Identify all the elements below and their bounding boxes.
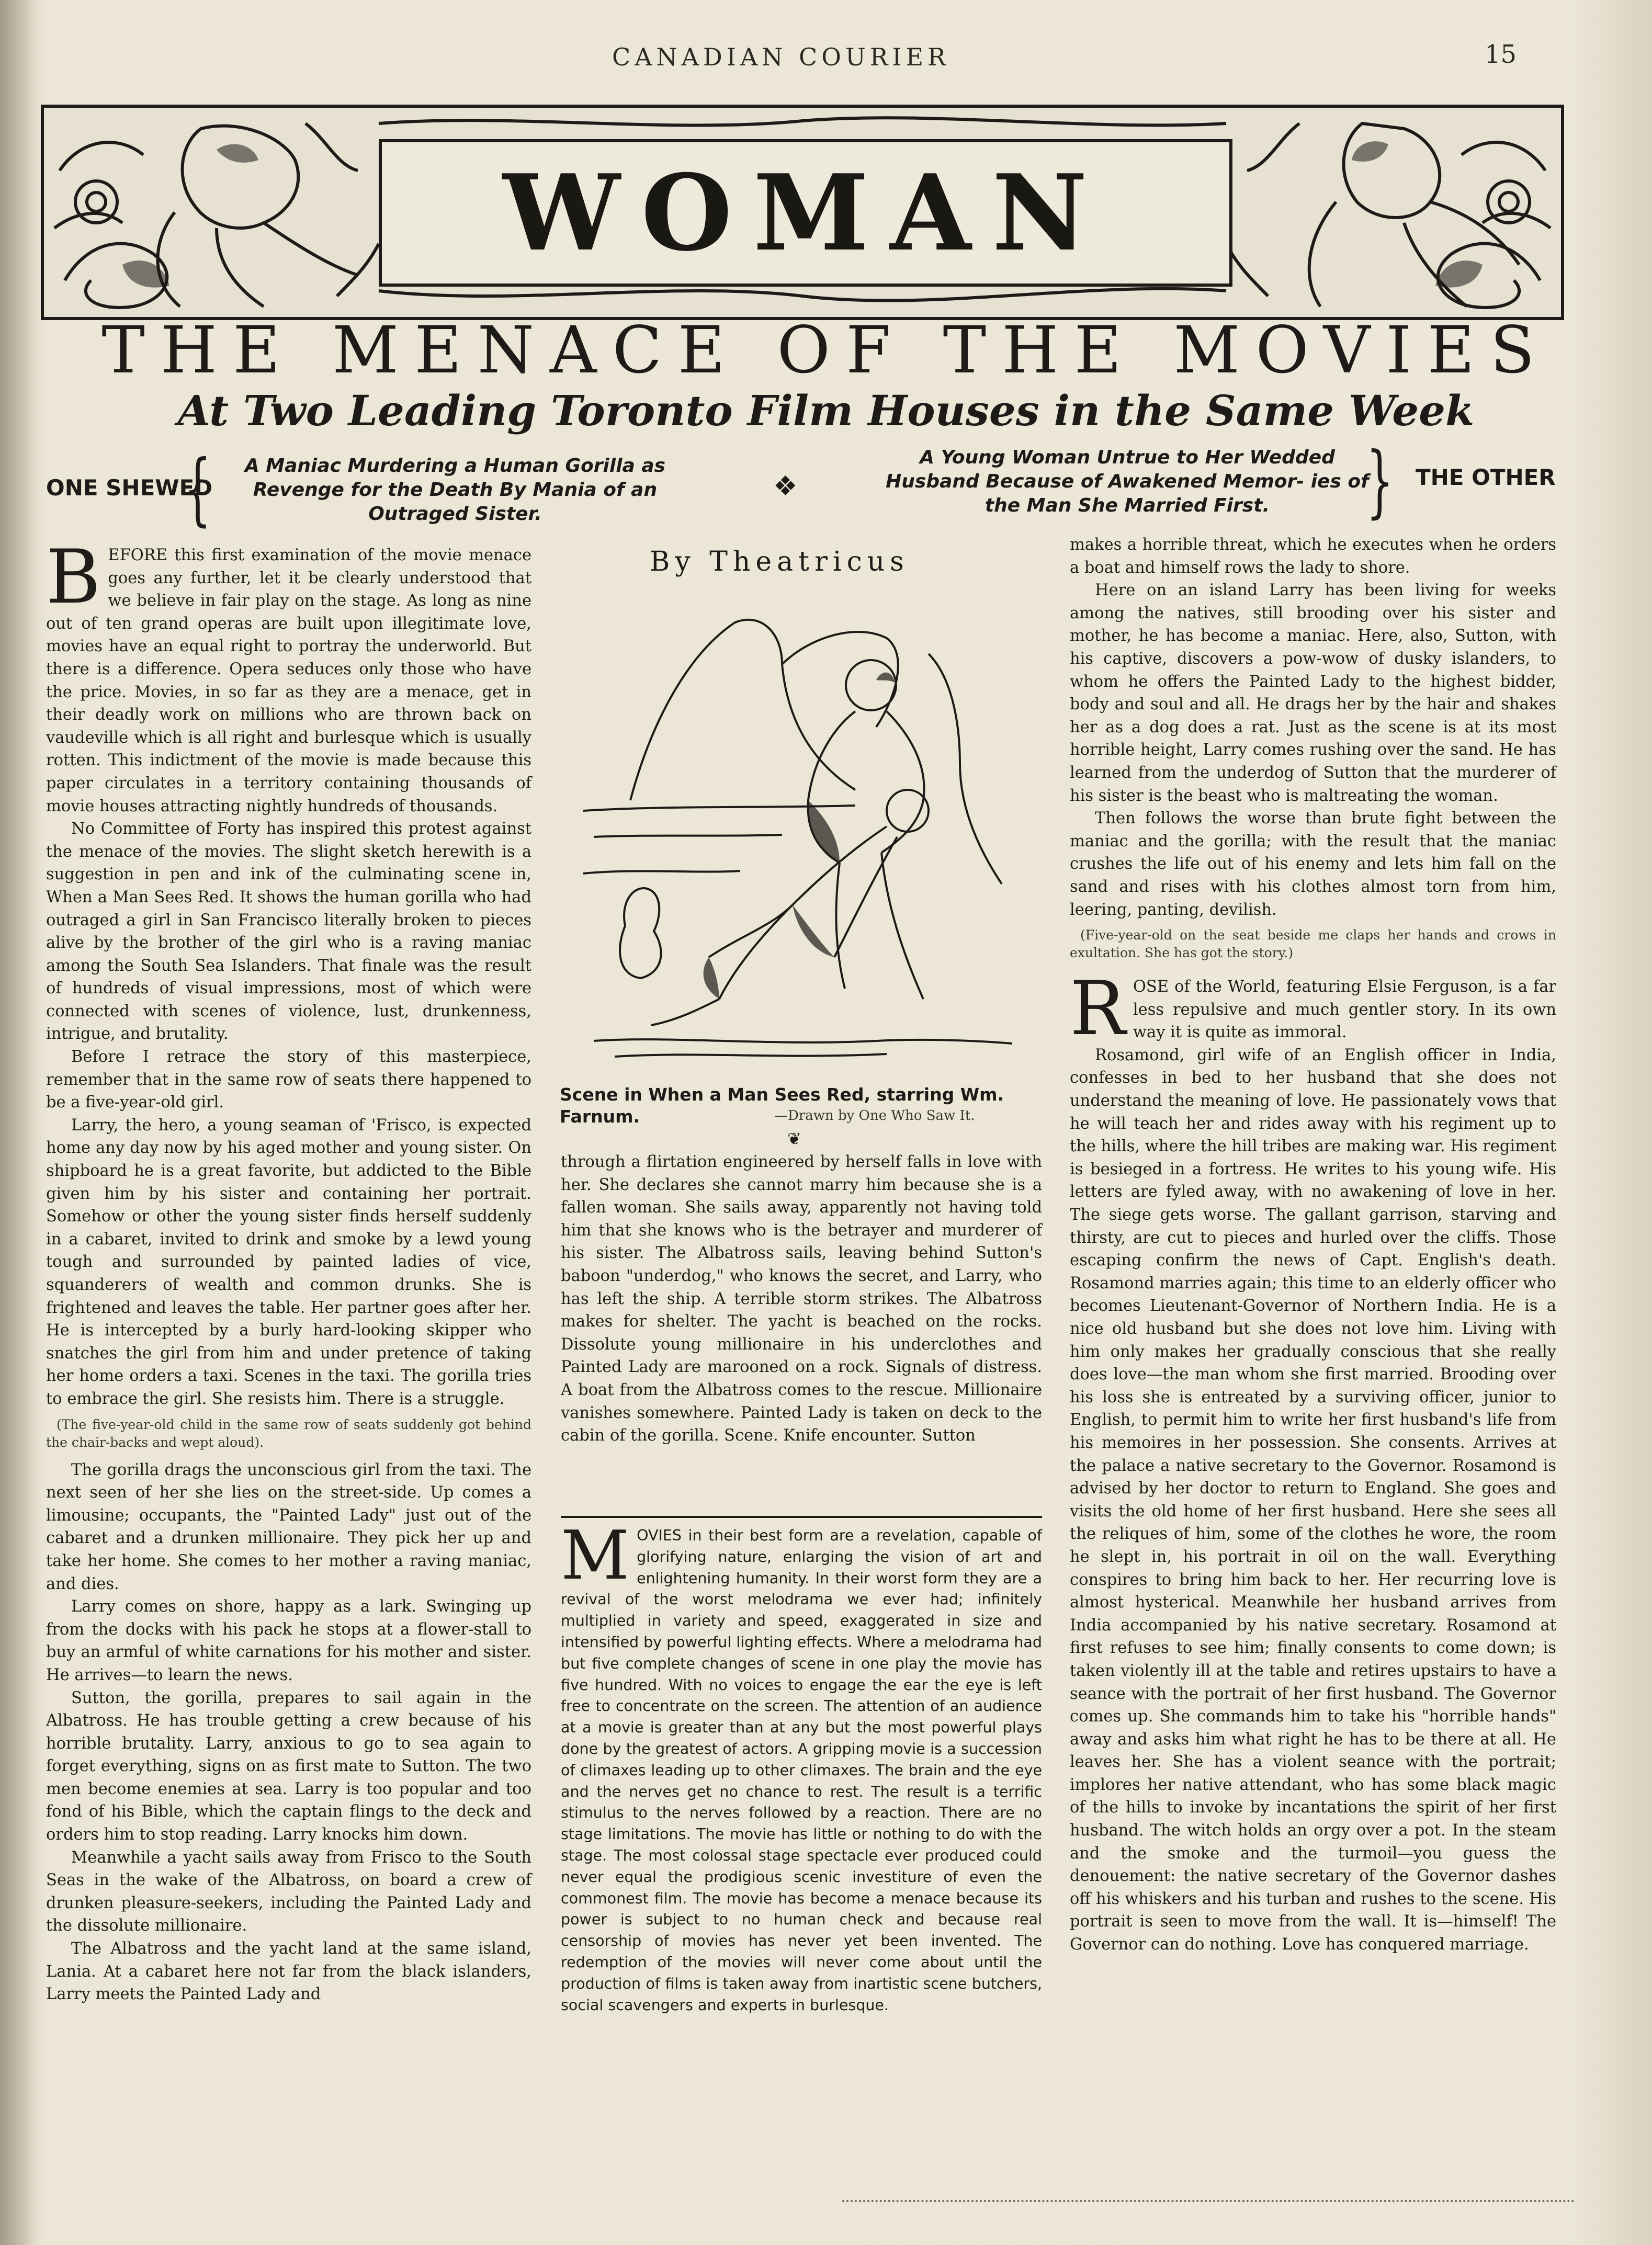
- fight-scene-illustration: [562, 591, 1033, 1072]
- paragraph: Then follows the worse than brute fight between the maniac and the gorilla; with the result that the maniac crushes the life out of his enemy and lets him fall on the sand and rises with his clothes almost torn from him, leering, panting, devilish.: [1070, 809, 1556, 919]
- paragraph: [46, 534, 531, 818]
- aside-note: (Five-year-old on the seat beside me claps her hands and crows in exultation. She has got the story.): [1070, 927, 1556, 961]
- editorial-text: OVIES in their best form are a revelation, capable of glorifying nature, enlarging the vision of art and enlightening humanity. In their worst form they are a revival of the worst melodrama we ever had; infinitely multiplied in variety and speed, exaggerated in size and intensified by powerful lighting effects. Where a melodrama had but five complete changes of scene in one play the movie has five hundred. With no voices to engage the ear the eye is left free to concentrate on the screen. The attention of an audience at a movie is greater than at any but the most powerful plays done by the greatest of actors. A gripping movie is a succession of climaxes leading up to other climaxes. The brain and the eye and the nerves get no chance to rest. The result is a terrific stimulus to the nerves followed by a reaction. There are no stage limitations. The movie has little or nothing to do with the stage. The most colossal stage spectacle ever produced could never equal the prodigious scenic investiture of even the commonest film. The movie has become a menace because its power is subject to no human check and because real censorship of movies has never yet been invented. The redemption of the movies will never come about until the production of films is taken away from inartistic scene butchers, social scavengers and experts in burlesque.: [561, 1527, 1042, 2014]
- paragraph: through a flirtation engineered by herself falls in love with her. She declares she cannot marry him because she is a fallen woman. She sails away, apparently not having told him that she knows who is the betrayer and murderer of his sister. The Albatross sails, leaving behind Sutton's baboon "underdog," who knows the secret, and Larry, who has left the ship. A terrible storm strikes. The Albatross makes for shelter. The yacht is beached on the rocks. Dissolute young millionaire in his underclothes and Painted Lady are marooned on a rock. Signals of distress. A boat from the Albatross comes to the rescue. Millionaire vanishes somewhere. Painted Lady is taken on deck to the cabin of the gorilla. Scene. Knife encounter. Sutton: [561, 1153, 1042, 1445]
- paragraph-text: OSE of the World, featuring Elsie Ferguson, is a far less repulsive and much gentler story. In its own way it is quite as immoral.: [1133, 978, 1556, 1042]
- paragraph: Larry comes on shore, happy as a lark. Swinging up from the docks with his pack he stops at a flower-stall to buy an armful of white carnations for his mother and sister. He arrives—to learn the news.: [46, 1597, 531, 1684]
- paragraph: [1070, 966, 1556, 1052]
- caption-ornament: ❦: [787, 1129, 801, 1149]
- drop-cap: M: [561, 1517, 630, 1595]
- paragraph: Larry, the hero, a young seaman of 'Frisco, is expected home any day now by his aged mother and young sister. On shipboard he is a great favorite, but addicted to the Bible given him by his sister and containing her portrait. Somehow or other the young sister finds herself suddenly in a cabaret, invited to drink and smoke by a lewd young tough and surrounded by painted ladies of vice, squanderers of wealth and common drunks. She is frightened and leaves the table. Her partner goes after her. He is intercepted by a burly hard-looking skipper who snatches the girl from him and under pretence of taking her home orders a taxi. Scenes in the taxi. The gorilla tries to embrace the girl. She resists him. There is a struggle.: [46, 1116, 531, 1408]
- drop-cap: B: [46, 534, 101, 620]
- byline: By Theatricus: [650, 546, 909, 577]
- deck-ornament: ❖: [773, 471, 798, 502]
- deck-left-label: ONE SHEWED: [46, 475, 213, 501]
- woman-banner: [41, 105, 1564, 320]
- page-number: 15: [1485, 40, 1517, 69]
- deck-left-brace: {: [184, 444, 211, 535]
- column-1: [46, 534, 531, 2006]
- deck-left-text: A Maniac Murdering a Human Gorilla as Revenge for the Death By Mania of an Outraged Sister.: [244, 455, 666, 525]
- deck-right-brace: }: [1366, 436, 1394, 527]
- column-2: [561, 1151, 1042, 1447]
- deck-right-text: A Young Woman Untrue to Her Wedded Husband Because of Awakened Memor- ies of the Man She Married First.: [886, 447, 1369, 516]
- subheadline: At Two Leading Toronto Film Houses in the Same Week: [177, 386, 1475, 435]
- paragraph: The gorilla drags the unconscious girl from the taxi. The next seen of her she lies on the street-side. Up comes a limousine; occupants, the "Painted Lady" just out of the cabaret and a drunken millionaire. They pick her up and take her home. She comes to her mother a raving maniac, and dies.: [46, 1460, 531, 1593]
- paragraph-text: EFORE this first examination of the movie menace goes any further, let it be clearly understood that we believe in fair play on the stage. As long as nine out of ten grand operas are built upon illegitimate love, movies have an equal right to portray the underworld. But there is a difference. Opera seduces only those who have the price. Movies, in so far as they are a menace, get in their deadly work on millions who are thrown back on vaudeville which is all right and burlesque which is usually rotten. This indictment of the movie is made because this paper circulates in a territory containing thousands of movie houses attracting nightly hundreds of thousands.: [46, 546, 531, 815]
- editorial-box: [561, 1516, 1042, 2016]
- paragraph: makes a horrible threat, which he executes when he orders a boat and himself rows the lady to shore.: [1070, 536, 1556, 577]
- deck-right-label: THE OTHER: [1416, 464, 1556, 490]
- aside-note: (The five-year-old child in the same row of seats suddenly got behind the chair-backs and wept aloud).: [46, 1416, 531, 1450]
- paragraph: Meanwhile a yacht sails away from Frisco to the South Seas in the wake of the Albatross, on board a crew of drunken pleasure-seekers, including the Painted Lady and the dissolute millionaire.: [46, 1848, 531, 1935]
- paragraph: No Committee of Forty has inspired this protest against the menace of the movies. The slight sketch herewith is a suggestion in pen and ink of the culminating scene in, When a Man Sees Red. It shows the human gorilla who had outraged a girl in San Francisco literally broken to pieces alive by the brother of the girl who is a raving maniac among the South Sea Islanders. That finale was the result of hundreds of visual impressions, most of which were connected with scenes of violence, lust, drunkenness, intrigue, and brutality.: [46, 820, 531, 1044]
- illustration-credit: —Drawn by One Who Saw It.: [774, 1108, 975, 1124]
- headline: THE MENACE OF THE MOVIES: [101, 313, 1551, 388]
- running-head: CANADIAN COURIER: [612, 43, 950, 71]
- column-3: [1070, 534, 1556, 1956]
- paragraph: Before I retrace the story of this masterpiece, remember that in the same row of seats there happened to be a five-year-old girl.: [46, 1048, 531, 1112]
- bottom-rule: [842, 2200, 1575, 2202]
- paragraph: Rosamond, girl wife of an English officer in India, confesses in bed to her husband that she does not understand the meaning of love. He passionately vows that he will teach her and rides away with his regiment up to the hills, where the hill tribes are making war. His regiment is besieged in a fortress. He writes to his young wife. His letters are fyled away, with no awakening of love in her. The siege gets worse. The gallant garrison, starving and thirsty, are cut to pieces and hurled over the cliffs. Those escaping confirm the news of Capt. English's death. Rosamond marries again; this time to an elderly officer who becomes Lieutenant-Governor of Northern India. He is a nice old husband but she does not love him. Living with him only makes her gradually conscious that she really does love—the man whom she first married. Brooding over his loss she is entreated by a surviving officer, junior to English, to permit him to write her first husband's life from his memoires in her possession. She consents. Arrives at the palace a native secretary to the Governor. Rosamond is advised by her doctor to return to England. She goes and visits the old home of her first husband. Here she sees all the reliques of him, some of the clothes he wore, the room he slept in, his portrait in oil on the wall. Everything conspires to bring him back to her. Her recurring love is almost hysterical. Meanwhile her husband arrives from India accompanied by his native secretary. Rosamond at first refuses to see him; finally consents to come down; is taken violently ill at the table and retires upstairs to have a seance with the portrait of her first husband. The Governor comes up. She commands him to take his "horrible hands" away and asks him what right he has to be there at all. He leaves her. She has a violent seance with the portrait; implores her native attendant, who has some black magic of the hills to invoke by incantations the spirit of her first husband. The witch holds an orgy over a pot. In the steam and the smoke and the turmoil—you guess the denouement: the native secretary of the Governor dashes off his whiskers and his turban and rushes to the scene. His portrait is seen to move from the wall. It is—himself! The Governor can do nothing. Love has conquered marriage.: [1070, 1046, 1556, 1954]
- illustration-caption: Scene in When a Man Sees Red, starring Wm. Farnum.: [560, 1084, 1004, 1127]
- paragraph: Sutton, the gorilla, prepares to sail again in the Albatross. He has trouble getting a crew because of his horrible brutality. Larry, anxious to go to sea again to forget everything, signs on as first mate to Sutton. The two men become enemies at sea. Larry is too popular and too fond of his Bible, which the captain flings to the deck and orders him to stop reading. Larry knocks him down.: [46, 1688, 531, 1844]
- paragraph: Here on an island Larry has been living for weeks among the natives, still brooding over his sister and mother, he has become a maniac. Here, also, Sutton, with his captive, discovers a pow-wow of dusky islanders, to whom he offers the Painted Lady to the highest bidder, body and soul and all. He drags her by the hair and shakes her as a dog does a rat. Just as the scene is at its most horrible height, Larry comes rushing over the sand. He has learned from the underdog of Sutton that the murderer of his sister is the beast who is maltreating the woman.: [1070, 581, 1556, 805]
- drop-cap: R: [1070, 966, 1126, 1052]
- banner-title: WOMAN: [379, 139, 1232, 287]
- paragraph: The Albatross and the yacht land at the same island, Lania. At a cabaret here not far from the black islanders, Larry meets the Painted Lady and: [46, 1940, 531, 2004]
